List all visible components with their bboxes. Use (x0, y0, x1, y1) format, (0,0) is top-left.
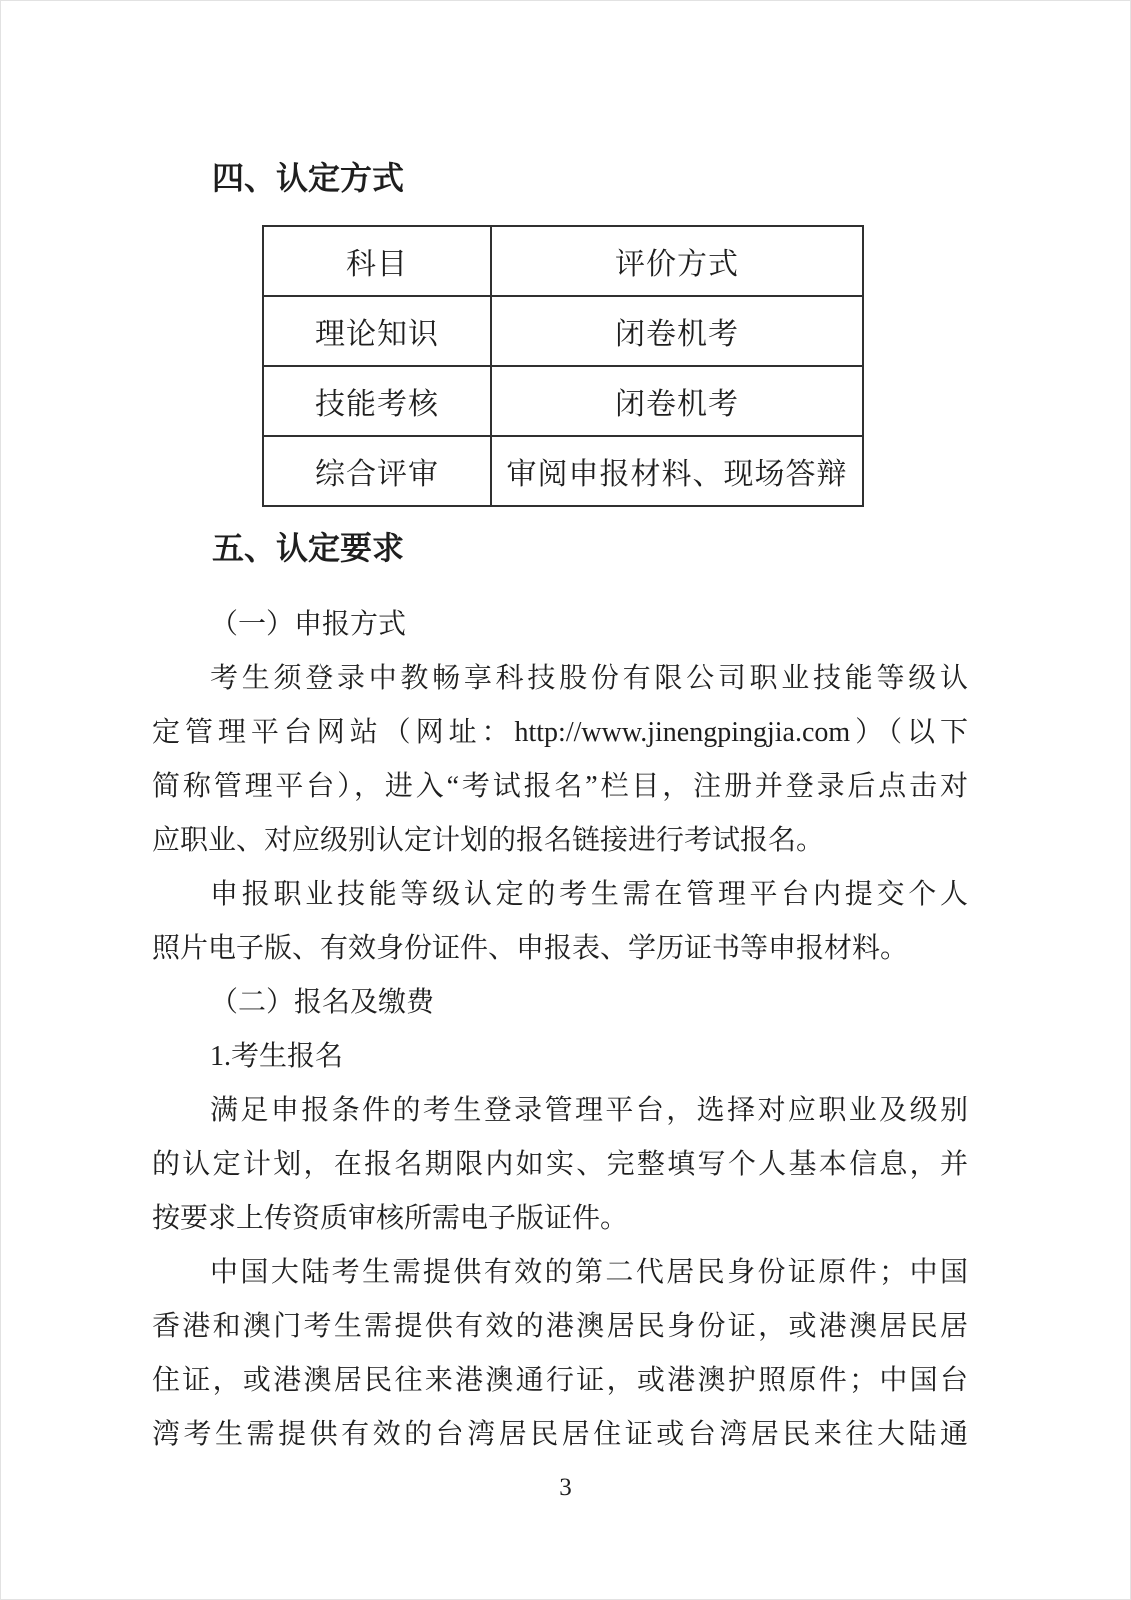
section-heading-4: 四、认定方式 (212, 160, 405, 196)
table-header-row (263, 226, 863, 296)
table-cell-method: 审阅申报材料、现场答辩 (491, 436, 863, 506)
assessment-method-table (262, 225, 864, 507)
table-header-subject: 科目 (263, 226, 491, 296)
body-line: 按要求上传资质审核所需电子版证件。 (152, 1203, 629, 1234)
body-line: 满足申报条件的考生登录管理平台，选择对应职业及级别 (210, 1095, 968, 1126)
body-line: 1.考生报名 (210, 1041, 344, 1072)
body-line: 住证，或港澳居民往来港澳通行证，或港澳护照原件；中国台 (152, 1365, 968, 1396)
table-row (263, 436, 863, 506)
body-line: 应职业、对应级别认定计划的报名链接进行考试报名。 (152, 825, 825, 856)
body-line: 香港和澳门考生需提供有效的港澳居民身份证，或港澳居民居 (152, 1311, 968, 1342)
body-line: 湾考生需提供有效的台湾居民居住证或台湾居民来往大陆通 (152, 1419, 968, 1450)
body-line: 中国大陆考生需提供有效的第二代居民身份证原件；中国 (210, 1257, 968, 1288)
body-line: 考生须登录中教畅享科技股份有限公司职业技能等级认 (210, 663, 968, 694)
body-line: （一）申报方式 (210, 609, 407, 640)
body-line: （二）报名及缴费 (210, 987, 435, 1018)
table-row (263, 296, 863, 366)
table-cell-method: 闭卷机考 (491, 296, 863, 366)
body-line: 照片电子版、有效身份证件、申报表、学历证书等申报材料。 (152, 933, 909, 964)
table-row (263, 366, 863, 436)
page-number: 3 (559, 1474, 572, 1501)
table-header-method: 评价方式 (491, 226, 863, 296)
body-line: 的认定计划，在报名期限内如实、完整填写个人基本信息，并 (152, 1149, 968, 1180)
table-cell-method: 闭卷机考 (491, 366, 863, 436)
section-heading-5: 五、认定要求 (212, 530, 405, 566)
table-cell-subject: 理论知识 (263, 296, 491, 366)
body-line: 定管理平台网站（网址：http://www.jinengpingjia.com）（以下 (152, 717, 968, 748)
body-line: 简称管理平台），进入“考试报名”栏目，注册并登录后点击对 (152, 771, 968, 802)
table-cell-subject: 技能考核 (263, 366, 491, 436)
body-text (152, 598, 968, 1462)
table-cell-subject: 综合评审 (263, 436, 491, 506)
body-line: 申报职业技能等级认定的考生需在管理平台内提交个人 (210, 879, 968, 910)
